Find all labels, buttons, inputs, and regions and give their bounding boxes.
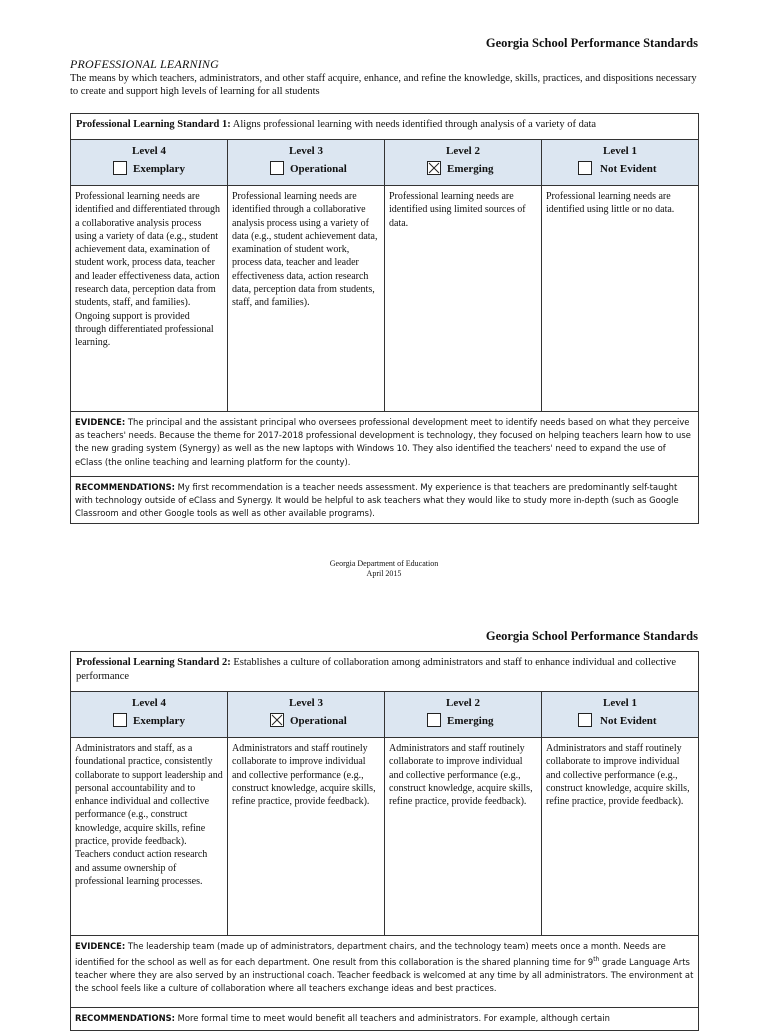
level-rating: Exemplary: [133, 163, 185, 175]
level-name: Level 2: [446, 145, 480, 157]
level-rating: Not Evident: [600, 163, 657, 175]
recommendations-text: My first recommendation is a teacher needs assessment. My experience is that teachers are predominantly self-taught with technology outside of eClass and Synergy. It would be helpful to ask teachers what they would like to study more in-depth (such as Google Classroom and other Google tools as well as other available programs).: [75, 482, 679, 519]
level-name: Level 3: [289, 697, 323, 709]
level-1-header: [542, 140, 698, 185]
level-2-checkbox[interactable]: [427, 161, 441, 175]
level-1-header: [542, 692, 698, 737]
footer-org: Georgia Department of Education: [329, 559, 439, 568]
level-rating: Operational: [290, 163, 347, 175]
level-rating: Emerging: [447, 163, 494, 175]
recommendations-label: RECOMMENDATIONS:: [75, 1013, 175, 1023]
level-1-checkbox[interactable]: [578, 161, 592, 175]
evidence-label: EVIDENCE:: [75, 941, 126, 951]
recommendations-section: [71, 477, 698, 528]
section-title: PROFESSIONAL LEARNING: [70, 57, 219, 71]
page-footer: [0, 559, 768, 578]
level-3-description: Professional learning needs are identified through a collaborative analysis process using a variety of data (e.g., student achievement data, examination of student work, process data, teacher and leader effectiveness data, action research data, perception data from students, staff, and families).: [228, 186, 385, 411]
level-name: Level 4: [132, 145, 166, 157]
level-3-header: [228, 140, 385, 185]
level-4-description: Professional learning needs are identified and differentiated through a collaborative analysis process using a variety of data (e.g., student achievement data, examination of student work, process data, teacher and leader effectiveness data, action research data, perception data from students, staff, and families). Ongoing support is provided through differentiated professional learning.: [71, 186, 228, 411]
level-name: Level 2: [446, 697, 480, 709]
level-name: Level 4: [132, 697, 166, 709]
level-4-header: [71, 140, 228, 185]
checkmark-x-icon: [271, 714, 283, 726]
level-1-checkbox[interactable]: [578, 713, 592, 727]
level-4-header: [71, 692, 228, 737]
level-4-description: Administrators and staff, as a foundational practice, consistently collaborate to support leadership and personal accountability and to enhance individual and collective performance (e.g., construct knowledge, acquire skills, refine practice, provide feedback). Teachers conduct action research and assume ownership of professional learning processes.: [71, 738, 228, 935]
level-name: Level 3: [289, 145, 323, 157]
standard-text: Aligns professional learning with needs identified through analysis of a variety of data: [232, 119, 597, 130]
level-description-row: [71, 738, 698, 936]
standard-1-table: [70, 113, 699, 524]
standard-1-heading: [71, 114, 698, 140]
level-4-checkbox[interactable]: [113, 713, 127, 727]
section-intro: The means by which teachers, administrators, and other staff acquire, enhance, and refine the knowledge, skills, practices, and dispositions necessary to create and support high levels of learning for all students: [70, 73, 697, 97]
level-3-checkbox[interactable]: [270, 713, 284, 727]
page-header-title: Georgia School Performance Standards: [485, 36, 698, 50]
recommendations-text: More formal time to meet would benefit all teachers and administrators. For example, although certain: [177, 1013, 610, 1023]
evidence-text: The principal and the assistant principal who oversees professional development meet to identify needs based on what they perceive as teachers' needs. Because the theme for 2017-2018 professional development is technology, they focused on helping teachers learn how to use the new grading system (Synergy) as well as the new laptops with Windows 10. They also identified the teachers' need to expand the use of eClass (the online teaching and learning platform for the county).: [75, 417, 691, 467]
evidence-text-start: The leadership team (made up of administrators, department chairs, and the technology team) meets once a month. Needs are identified for the school as well as for each department. One result from this collaboration is the shared planning time for 9: [75, 941, 666, 967]
standard-text: Establishes a culture of collaboration among administrators and staff to enhance individual and collective performance: [76, 657, 677, 682]
level-name: Level 1: [603, 145, 637, 157]
level-name: Level 1: [603, 697, 637, 709]
level-2-description: Administrators and staff routinely collaborate to improve individual and collective performance (e.g., construct knowledge, acquire skills, refine practice, provide feedback).: [385, 738, 542, 935]
level-rating: Emerging: [447, 715, 494, 727]
evidence-section: [71, 412, 698, 477]
level-header-row: [71, 692, 698, 738]
level-description-row: [71, 186, 698, 412]
level-3-header: [228, 692, 385, 737]
level-rating: Operational: [290, 715, 347, 727]
level-2-description: Professional learning needs are identified using limited sources of data.: [385, 186, 542, 411]
level-2-header: [385, 692, 542, 737]
level-1-description: Professional learning needs are identified using little or no data.: [546, 191, 675, 216]
checkmark-x-icon: [428, 162, 440, 174]
recommendations-section: [71, 1008, 698, 1029]
page-header-title: Georgia School Performance Standards: [485, 629, 698, 643]
standard-2-heading: [71, 652, 698, 692]
standard-label: Professional Learning Standard 1:: [76, 119, 231, 130]
level-header-row: [71, 140, 698, 186]
level-1-description: Administrators and staff routinely collaborate to improve individual and collective performance (e.g., construct knowledge, acquire skills, refine practice, provide feedback).: [546, 743, 690, 808]
level-rating: Exemplary: [133, 715, 185, 727]
evidence-section: [71, 936, 698, 1008]
footer-date: April 2015: [366, 568, 402, 578]
level-3-checkbox[interactable]: [270, 161, 284, 175]
recommendations-label: RECOMMENDATIONS:: [75, 482, 175, 492]
standard-label: Professional Learning Standard 2:: [76, 657, 231, 668]
level-4-checkbox[interactable]: [113, 161, 127, 175]
evidence-text-end: grade Language Arts teacher where they are also served by an instructional coach. Teacher feedback is welcomed at any time by all administrators. The environment at the school feels like a culture of collaboration where all teachers exchange ideas and best practices.: [75, 957, 694, 994]
level-rating: Not Evident: [600, 715, 657, 727]
evidence-superscript: th: [593, 956, 600, 964]
level-2-header: [385, 140, 542, 185]
evidence-label: EVIDENCE:: [75, 417, 126, 427]
standard-2-table: [70, 651, 699, 1031]
level-3-description: Administrators and staff routinely collaborate to improve individual and collective performance (e.g., construct knowledge, acquire skills, refine practice, provide feedback).: [228, 738, 385, 935]
level-2-checkbox[interactable]: [427, 713, 441, 727]
